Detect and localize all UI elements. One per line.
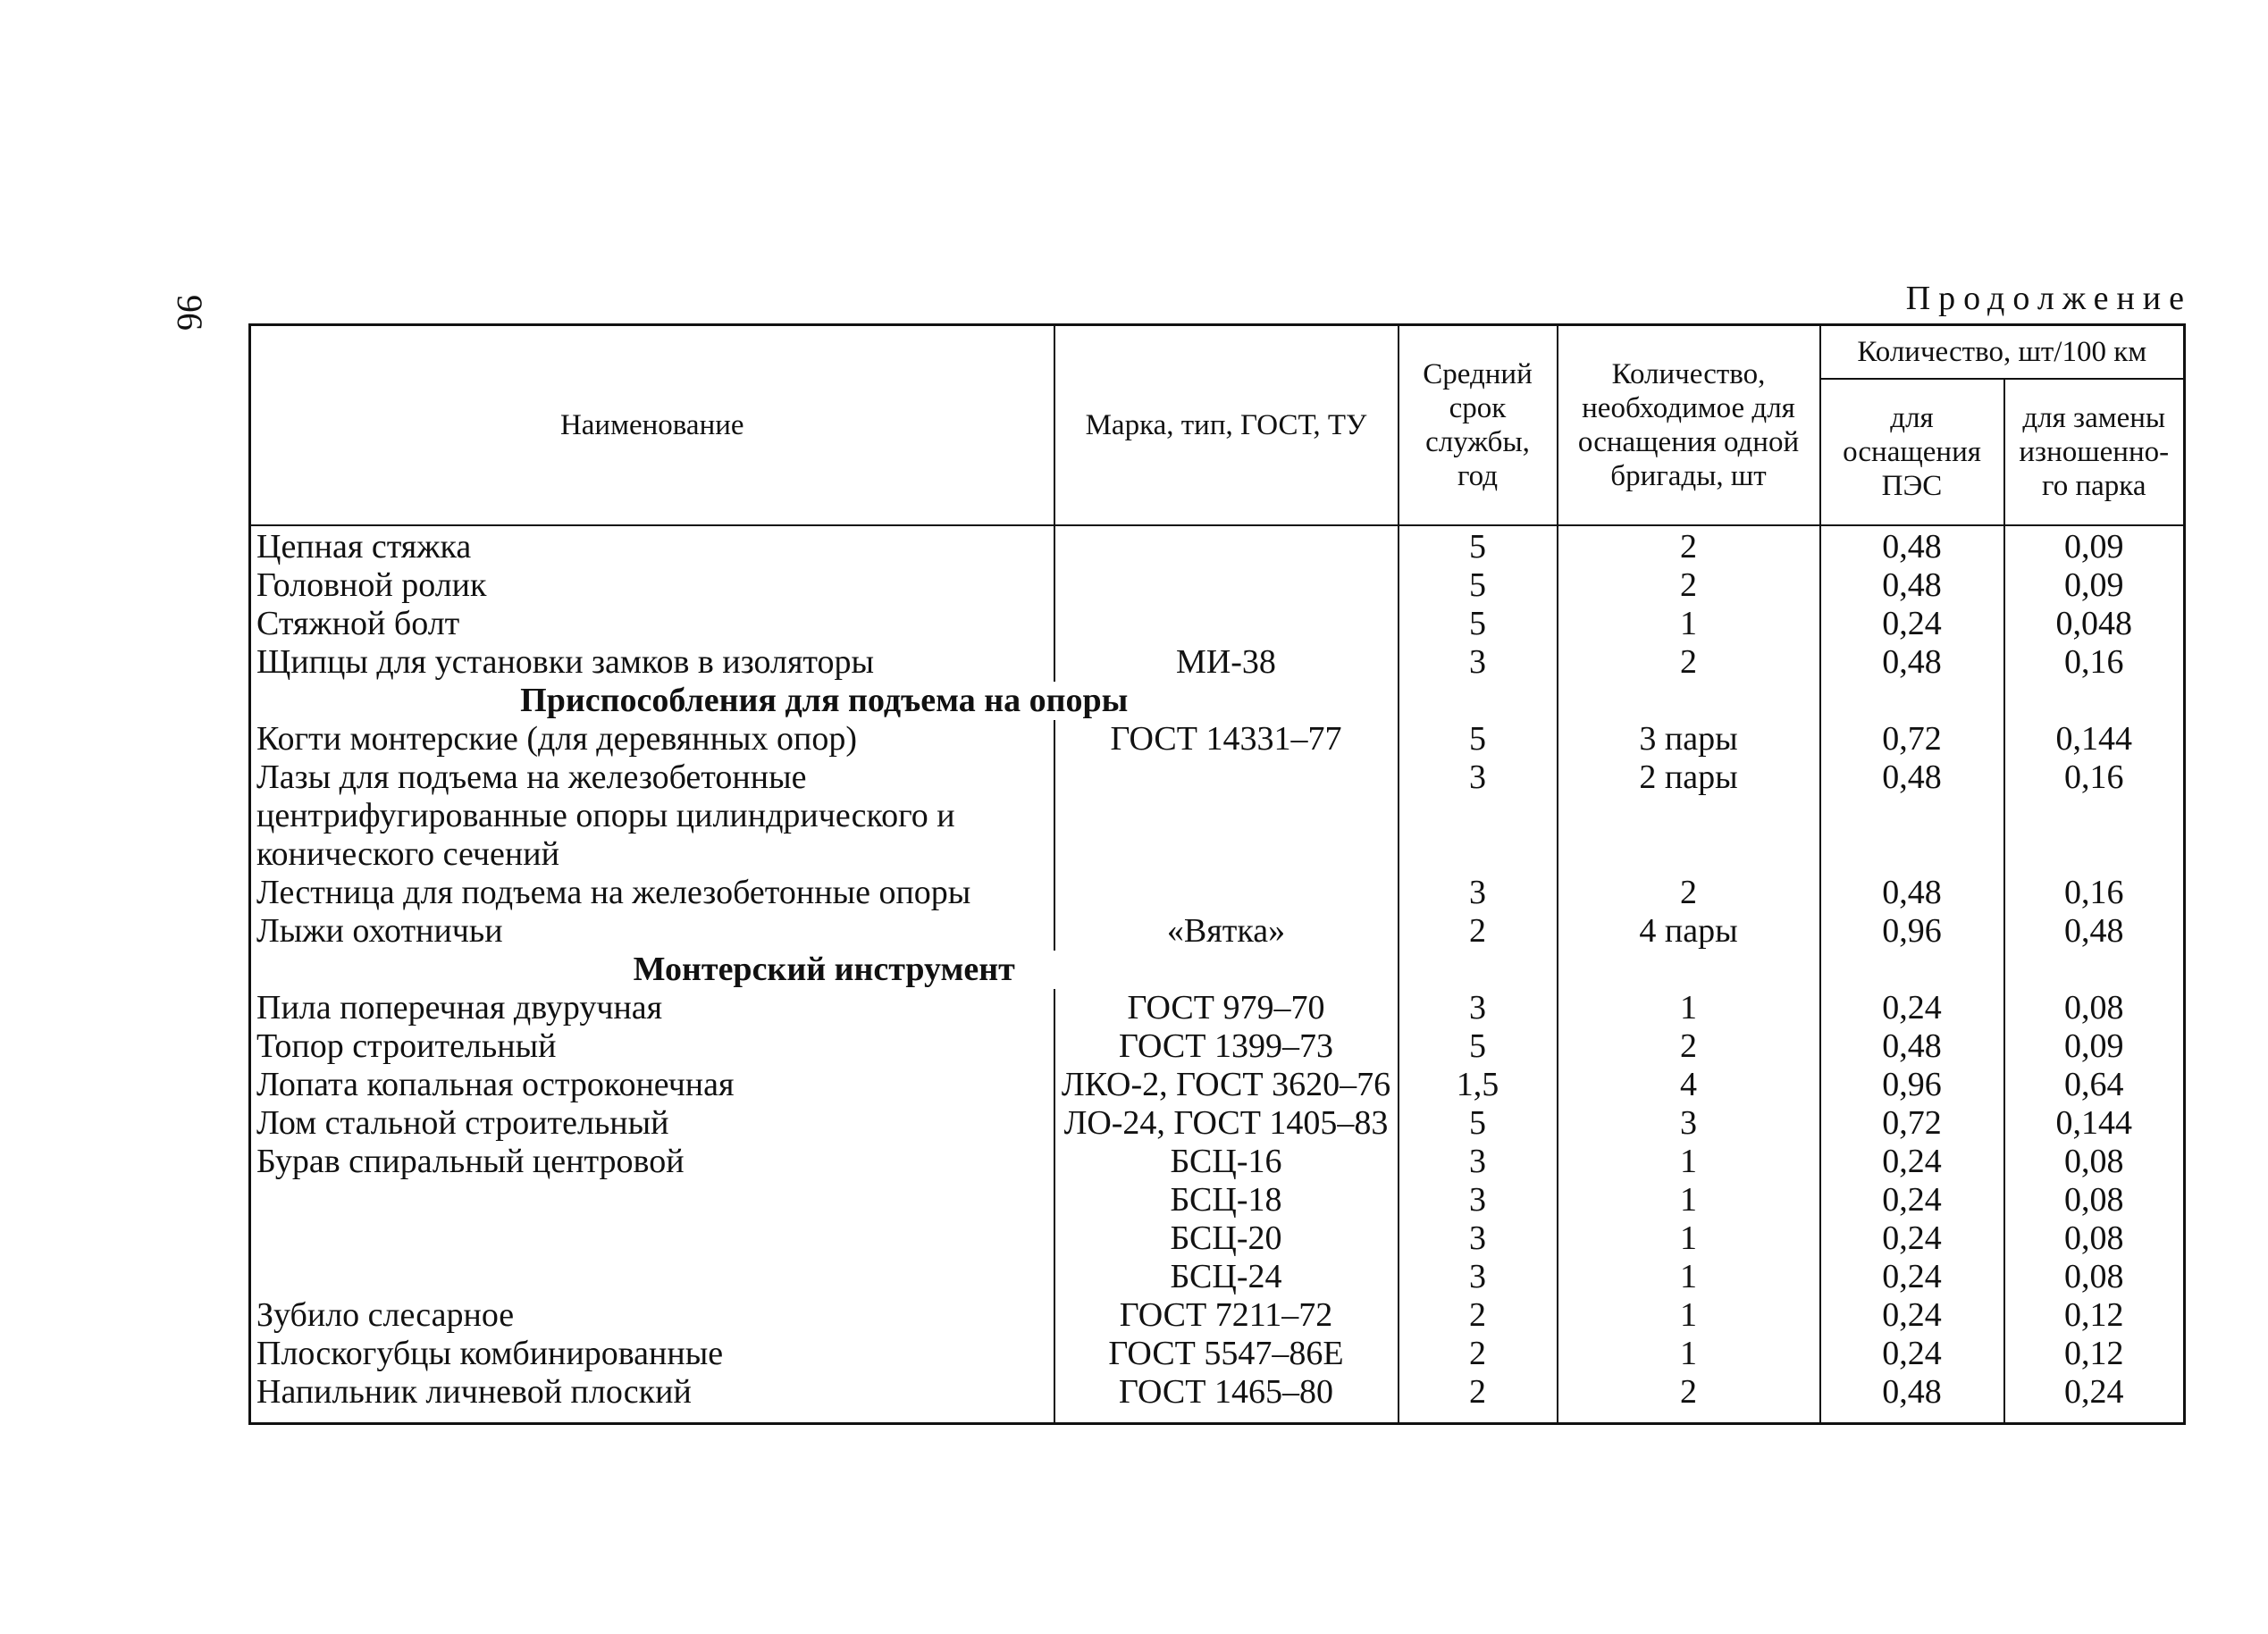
cell-for-equipping: 0,48 — [1820, 525, 2004, 566]
section-title: Приспособления для подъема на опоры — [250, 682, 1399, 720]
cell-qty-per-team: 1 — [1558, 1296, 1820, 1335]
cell-qty-per-team: 3 пары — [1558, 720, 1820, 758]
page-number: 96 — [170, 295, 210, 331]
table-row — [250, 1066, 2185, 1104]
header-name: Наименование — [250, 325, 1054, 526]
table-header — [250, 325, 2185, 526]
cell-brand: БСЦ-18 — [1054, 1181, 1399, 1219]
cell-for-replacement: 0,48 — [2004, 912, 2185, 951]
table-row — [250, 1143, 2185, 1181]
cell-for-replacement: 0,08 — [2004, 1181, 2185, 1219]
cell-brand — [1054, 566, 1399, 605]
cell-for-replacement: 0,08 — [2004, 1258, 2185, 1296]
cell-service-life: 2 — [1399, 912, 1558, 951]
table-row — [250, 605, 2185, 643]
table-row — [250, 1181, 2185, 1219]
table-row — [250, 1296, 2185, 1335]
cell-qty-per-team: 2 — [1558, 1027, 1820, 1066]
cell-service-life: 5 — [1399, 566, 1558, 605]
cell-service-life: 3 — [1399, 758, 1558, 874]
cell-qty-per-team: 2 — [1558, 566, 1820, 605]
cell-for-equipping: 0,48 — [1820, 758, 2004, 874]
cell-for-replacement: 0,144 — [2004, 720, 2185, 758]
cell-for-equipping: 0,24 — [1820, 1296, 2004, 1335]
cell-service-life: 3 — [1399, 1143, 1558, 1181]
empty-cell — [1558, 951, 1820, 989]
header-qty-per-team: Количество, необходимое для оснащения одной бригады, шт — [1558, 325, 1820, 526]
table-row — [250, 643, 2185, 682]
empty-cell — [2004, 951, 2185, 989]
cell-name: Лазы для подъема на железобетонные центрифугированные опоры цилиндрического и конического сечений — [250, 758, 1054, 874]
cell-service-life: 5 — [1399, 1104, 1558, 1143]
cell-service-life: 2 — [1399, 1335, 1558, 1373]
cell-qty-per-team: 2 — [1558, 525, 1820, 566]
header-service-life: Средний срок службы, год — [1399, 325, 1558, 526]
cell-for-equipping: 0,48 — [1820, 643, 2004, 682]
cell-name — [250, 1219, 1054, 1258]
cell-for-equipping: 0,24 — [1820, 989, 2004, 1027]
cell-for-replacement: 0,048 — [2004, 605, 2185, 643]
cell-qty-per-team: 2 пары — [1558, 758, 1820, 874]
equipment-table — [248, 323, 2186, 1425]
cell-service-life: 3 — [1399, 989, 1558, 1027]
cell-service-life: 5 — [1399, 525, 1558, 566]
cell-brand: ГОСТ 1465–80 — [1054, 1373, 1399, 1424]
cell-brand: МИ-38 — [1054, 643, 1399, 682]
cell-for-replacement: 0,16 — [2004, 643, 2185, 682]
cell-service-life: 2 — [1399, 1373, 1558, 1424]
cell-service-life: 5 — [1399, 720, 1558, 758]
cell-for-equipping: 0,24 — [1820, 1219, 2004, 1258]
cell-qty-per-team: 1 — [1558, 1258, 1820, 1296]
cell-name: Топор строительный — [250, 1027, 1054, 1066]
cell-for-replacement: 0,08 — [2004, 1143, 2185, 1181]
cell-for-replacement: 0,08 — [2004, 1219, 2185, 1258]
cell-name: Когти монтерские (для деревянных опор) — [250, 720, 1054, 758]
cell-for-equipping: 0,72 — [1820, 720, 2004, 758]
cell-for-equipping: 0,48 — [1820, 874, 2004, 912]
empty-cell — [1399, 682, 1558, 720]
table-row — [250, 912, 2185, 951]
table-row — [250, 874, 2185, 912]
cell-brand: БСЦ-24 — [1054, 1258, 1399, 1296]
cell-qty-per-team: 3 — [1558, 1104, 1820, 1143]
cell-brand: ГОСТ 14331–77 — [1054, 720, 1399, 758]
cell-name: Головной ролик — [250, 566, 1054, 605]
cell-qty-per-team: 1 — [1558, 1143, 1820, 1181]
header-qty-per-100km: Количество, шт/100 км — [1820, 325, 2185, 380]
section-row — [250, 951, 2185, 989]
empty-cell — [1558, 682, 1820, 720]
cell-qty-per-team: 2 — [1558, 643, 1820, 682]
cell-for-replacement: 0,12 — [2004, 1335, 2185, 1373]
cell-name: Лом стальной строительный — [250, 1104, 1054, 1143]
cell-qty-per-team: 2 — [1558, 1373, 1820, 1424]
cell-service-life: 3 — [1399, 643, 1558, 682]
cell-for-equipping: 0,48 — [1820, 1027, 2004, 1066]
header-brand: Марка, тип, ГОСТ, ТУ — [1054, 325, 1399, 526]
cell-service-life: 2 — [1399, 1296, 1558, 1335]
cell-brand: «Вятка» — [1054, 912, 1399, 951]
table-row — [250, 989, 2185, 1027]
table-body — [250, 525, 2185, 1424]
cell-name: Цепная стяжка — [250, 525, 1054, 566]
cell-for-equipping: 0,24 — [1820, 605, 2004, 643]
cell-qty-per-team: 2 — [1558, 874, 1820, 912]
cell-brand: ГОСТ 979–70 — [1054, 989, 1399, 1027]
table-row — [250, 525, 2185, 566]
table-row — [250, 1104, 2185, 1143]
cell-for-replacement: 0,09 — [2004, 566, 2185, 605]
cell-service-life: 3 — [1399, 874, 1558, 912]
cell-for-replacement: 0,64 — [2004, 1066, 2185, 1104]
table-row — [250, 1027, 2185, 1066]
cell-service-life: 3 — [1399, 1219, 1558, 1258]
cell-brand: БСЦ-16 — [1054, 1143, 1399, 1181]
empty-cell — [1399, 951, 1558, 989]
header-for-equipping: для оснащения ПЭС — [1820, 379, 2004, 525]
cell-brand: ЛО-24, ГОСТ 1405–83 — [1054, 1104, 1399, 1143]
cell-name: Напильник личневой плоский — [250, 1373, 1054, 1424]
cell-for-equipping: 0,24 — [1820, 1335, 2004, 1373]
cell-for-equipping: 0,24 — [1820, 1181, 2004, 1219]
cell-for-replacement: 0,24 — [2004, 1373, 2185, 1424]
cell-brand: ЛКО-2, ГОСТ 3620–76 — [1054, 1066, 1399, 1104]
table-row — [250, 720, 2185, 758]
table-row — [250, 1258, 2185, 1296]
cell-qty-per-team: 4 пары — [1558, 912, 1820, 951]
section-title: Монтерский инструмент — [250, 951, 1399, 989]
cell-name — [250, 1181, 1054, 1219]
cell-brand: ГОСТ 7211–72 — [1054, 1296, 1399, 1335]
empty-cell — [1820, 682, 2004, 720]
cell-qty-per-team: 1 — [1558, 1219, 1820, 1258]
empty-cell — [1820, 951, 2004, 989]
table-row — [250, 758, 2185, 874]
cell-name: Лопата копальная остроконечная — [250, 1066, 1054, 1104]
cell-for-replacement: 0,16 — [2004, 758, 2185, 874]
cell-qty-per-team: 1 — [1558, 989, 1820, 1027]
cell-name: Пила поперечная двуручная — [250, 989, 1054, 1027]
cell-name: Щипцы для установки замков в изоляторы — [250, 643, 1054, 682]
cell-name: Лыжи охотничьи — [250, 912, 1054, 951]
cell-name: Зубило слесарное — [250, 1296, 1054, 1335]
cell-service-life: 5 — [1399, 1027, 1558, 1066]
cell-name — [250, 1258, 1054, 1296]
cell-for-replacement: 0,144 — [2004, 1104, 2185, 1143]
cell-for-equipping: 0,48 — [1820, 566, 2004, 605]
cell-name: Стяжной болт — [250, 605, 1054, 643]
cell-service-life: 1,5 — [1399, 1066, 1558, 1104]
cell-name: Лестница для подъема на железобетонные опоры — [250, 874, 1054, 912]
cell-for-equipping: 0,24 — [1820, 1143, 2004, 1181]
cell-for-equipping: 0,48 — [1820, 1373, 2004, 1424]
cell-qty-per-team: 4 — [1558, 1066, 1820, 1104]
continuation-label: Продолжение — [1905, 280, 2192, 317]
cell-qty-per-team: 1 — [1558, 1335, 1820, 1373]
cell-brand: ГОСТ 5547–86Е — [1054, 1335, 1399, 1373]
cell-for-equipping: 0,96 — [1820, 912, 2004, 951]
cell-brand — [1054, 605, 1399, 643]
cell-for-replacement: 0,16 — [2004, 874, 2185, 912]
cell-for-equipping: 0,96 — [1820, 1066, 2004, 1104]
table-row — [250, 1219, 2185, 1258]
cell-brand — [1054, 874, 1399, 912]
table-row — [250, 566, 2185, 605]
cell-for-replacement: 0,08 — [2004, 989, 2185, 1027]
cell-brand — [1054, 525, 1399, 566]
cell-service-life: 3 — [1399, 1181, 1558, 1219]
cell-qty-per-team: 1 — [1558, 1181, 1820, 1219]
cell-qty-per-team: 1 — [1558, 605, 1820, 643]
header-for-replacement: для замены изношенно-го парка — [2004, 379, 2185, 525]
cell-name: Бурав спиральный центровой — [250, 1143, 1054, 1181]
cell-brand: БСЦ-20 — [1054, 1219, 1399, 1258]
cell-name: Плоскогубцы комбинированные — [250, 1335, 1054, 1373]
section-row — [250, 682, 2185, 720]
empty-cell — [2004, 682, 2185, 720]
cell-for-replacement: 0,12 — [2004, 1296, 2185, 1335]
table-row — [250, 1335, 2185, 1373]
cell-service-life: 3 — [1399, 1258, 1558, 1296]
table-row — [250, 1373, 2185, 1424]
cell-for-equipping: 0,24 — [1820, 1258, 2004, 1296]
cell-service-life: 5 — [1399, 605, 1558, 643]
cell-for-replacement: 0,09 — [2004, 525, 2185, 566]
cell-for-replacement: 0,09 — [2004, 1027, 2185, 1066]
cell-brand — [1054, 758, 1399, 874]
cell-for-equipping: 0,72 — [1820, 1104, 2004, 1143]
cell-brand: ГОСТ 1399–73 — [1054, 1027, 1399, 1066]
